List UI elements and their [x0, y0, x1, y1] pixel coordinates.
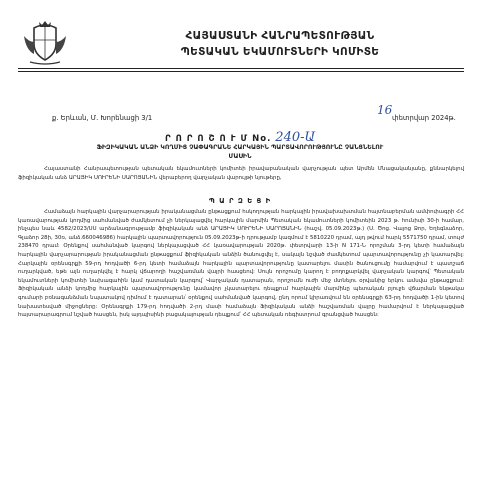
- section-heading: Պ Ա Ր Զ Ե Ց Ի: [208, 197, 272, 205]
- armenian-coat-of-arms-emblem: [20, 20, 70, 66]
- main-paragraph: Համաձայն հարկային վարչարարության իրականացման ընթացքում հսկողության հարկային իրավախախտման հայտնաբերման ամփոփագրի ՀՀ կառավարության կողմից սահմանված ժամկետում չի ներկայացվել հարկային մարմին Պետական եկամուտների կոմիտեին 2023 թ. հունիսի 30-ի համար, ինչպես նաև 4582/2023/ՍՍ արձանագրությամբ ֆիզիկական անձ ԱՐԱՅԻԿ ՍՈՒՐԵՆԻ ՍԱՐՈՅԱՆԻՆ (հաշվ. 05.09.2023թ.) (Ս. Ծոց. Վայոց Ձոր, Եղեգնաձոր, Գլաձոր 28ի, 30ռ, անձ.660046986) հարկային պարտավորություն 05.09.2023թ-ի դրությամբ կազմում է 5810220 դրամ, այդ թվում հարկ 5571750 դրամ, տույժ 238470 դրամ: Օրենքով սահմանված կարգով ներկայացված ՀՀ կառավարության 2020թ. փետրվարի 13-ի N 171-Ն որոշման 3-րդ կետի համաձայն հարկային վարչարարության իրականացման ընթացքում ֆիզիկական անձին ծանուցվել է, սակայն նշված ժամկետում պարտավորությունը չի կատարվել: Հարկային օրենսգրքի 59-րդ հոդվածի 6-րդ կետի համաձայն հարկային պարտավորությունը կատարելու մասին ծանուցումը համարվում է պատշաճ ուղարկված, եթե այն ուղարկվել է հարկ վճարողի հաշվառման վայրի հասցեով: Սույն որոշումը կարող է բողոքարկվել վարչական կարգով՝ Պետական եկամուտների կոմիտեի նախագահին կամ դատական կարգով՝ Վարչական դատարան, որոշումն ուժի մեջ մտնելու օրվանից երկու ամսվա ընթացքում: Ֆիզիկական անձի կողմից հարկային պարտավորությունը կամավոր չկատարելու դեպքում հարկային մարմինը պետական բյուջե վճարման ենթակա գումարի բռնագանձման նպատակով դիմում է դատարան՝ օրենքով սահմանված կարգով, ընդ որում կիրառվում են օրենսգրքի 63-րդ հոդվածի 1-ին կետով նախատեսված միջոցները: Օրենսգրքի 179-րդ հոդվածի 2-րդ մասի համաձայն Ֆիզիկական անձի հաշվառման վայրը համարվում է ներկայացված հայտարարագրում նշված հասցեն, իսկ այդպիսինի բացակայության դեպքում՝ ՀՀ պետական ռեգիստրում գրանցված հասցեն:: [18, 209, 464, 319]
- issuing-address: ք. Երևան, Մ. Խորենացի 3/1: [52, 114, 153, 122]
- order-label: Ր Ո Ր Ո Շ Ո Ւ Մ: [164, 134, 249, 144]
- organization-name-line1: ՀԱՅԱՍՏԱՆԻ ՀԱՆՐԱՊԵՏՈՒԹՅԱՆ: [185, 30, 375, 42]
- intro-paragraph: Հայաստանի Հանրապետության պետական եկամուտների կոմիտեի իրավաբանական վարչության պետ Արմեն Մնացականյանը, քննարկելով ֆիզիկական անձ ԱՐԱՅԻԿ ՍՈՒՐԵՆԻ ՍԱՐՈՅԱՆԻՆ վերաբերող վարչական վարույթի նյութերը,: [18, 166, 464, 181]
- header-divider-thick: [18, 71, 464, 72]
- header-divider-thin: [18, 68, 464, 69]
- order-subject: ՖԻԶԻԿԱԿԱՆ ԱՆՁԻ ԿՈՂՄԻՑ ՉԱՓԱԳՐԱՆԵ ՀԱՐԿԱՅԻՆ ՊԱՐՏԱՎՈՐՈՒԹՅՈՒՆԸ ՉԱՆՑՆԵԼՈՒ ՄԱՍԻՆ: [96, 144, 384, 160]
- issue-date: փետրվար 2024թ.: [392, 114, 456, 122]
- handwritten-day: 16: [377, 103, 393, 117]
- order-number: 240-Ա: [275, 130, 316, 145]
- order-number-prefix: No.: [252, 134, 272, 144]
- organization-name-line2: ՊԵՏԱԿԱՆ ԵԿԱՄՈՒՏՆԵՐԻ ԿՈՄԻՏԵ: [180, 46, 380, 58]
